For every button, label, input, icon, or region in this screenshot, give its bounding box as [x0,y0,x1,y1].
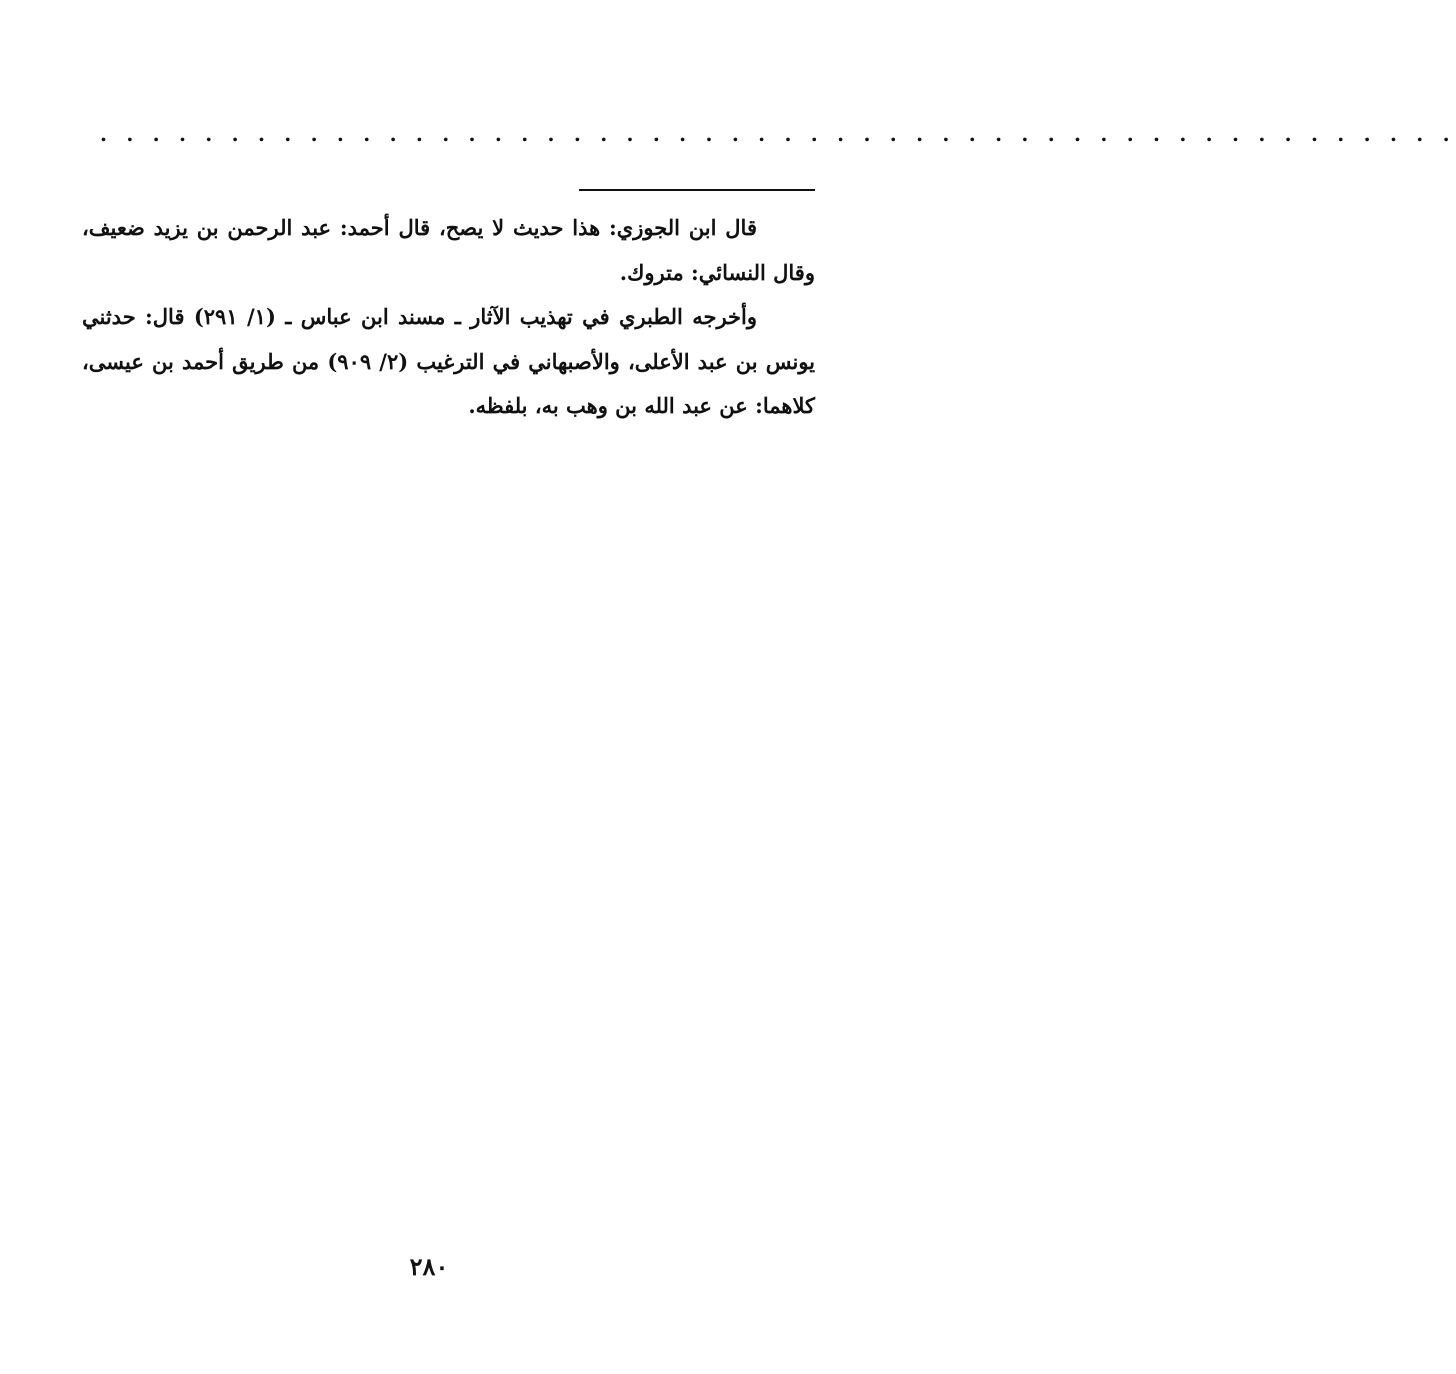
page-number: ٢٨٠ [409,1252,449,1281]
footnote-paragraph: قال ابن الجوزي: هذا حديث لا يصح، قال أحمد: عبد الرحمن بن يزيد ضعيف، وقال النسائي: متروك. [82,215,815,285]
footnote-paragraph: وأخرجه الطبري في تهذيب الآثار ـ مسند ابن عباس ـ (١/ ٢٩١) قال: حدثني يونس بن عبد الأعلى، والأصبهاني في الترغيب (٢/ ٩٠٩) من طريق أحمد بن عيسى، كلاهما: عن عبد الله بن وهب به، بلفظه. [82,304,816,418]
footnote-divider-line [579,189,815,191]
dotted-separator: . . . . . . . . . . . . . . . . . . . . . . . . . . . . . . . . . . . . . . . . . . . . . . . . . . . . [100,122,1456,146]
footnotes-section [82,206,815,429]
